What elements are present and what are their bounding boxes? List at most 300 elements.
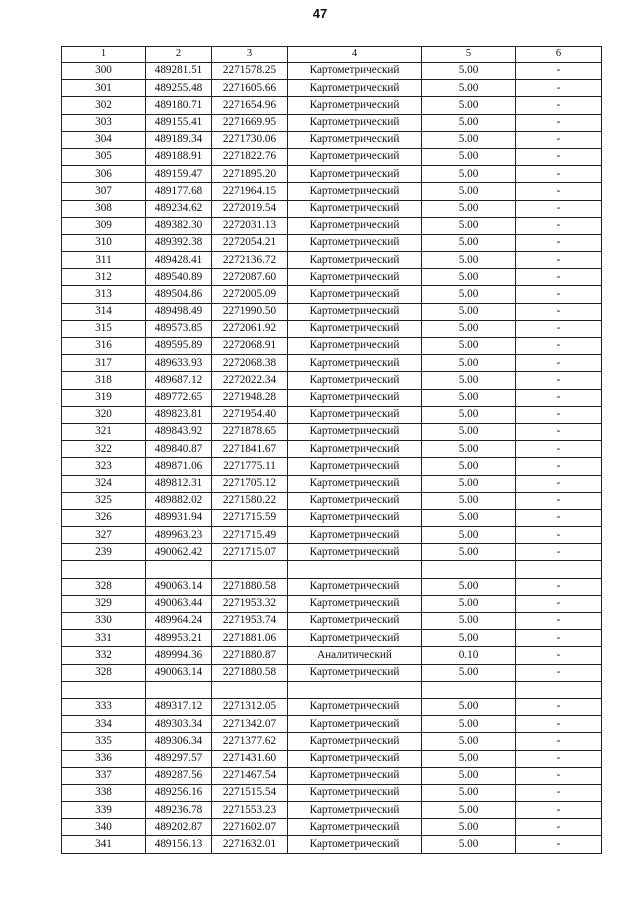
accuracy-cell: 5.00 [422,630,516,647]
y-coordinate-cell: 2271953.74 [212,613,288,630]
note-cell: - [516,423,602,440]
table-row [62,630,602,647]
accuracy-cell: 5.00 [422,183,516,200]
y-coordinate-cell: 2271880.58 [212,664,288,681]
table-row [62,819,602,836]
note-cell: - [516,269,602,286]
y-coordinate-cell: 2271948.28 [212,389,288,406]
point-number-cell: 336 [62,750,146,767]
point-number-cell: 303 [62,114,146,131]
method-cell [288,561,422,578]
method-cell: Картометрический [288,166,422,183]
y-coordinate-cell: 2272061.92 [212,320,288,337]
table-row [62,114,602,131]
point-number-cell: 304 [62,131,146,148]
note-cell: - [516,819,602,836]
method-cell: Картометрический [288,80,422,97]
y-coordinate-cell: 2271715.49 [212,527,288,544]
method-cell: Картометрический [288,286,422,303]
accuracy-cell: 5.00 [422,698,516,715]
method-cell: Картометрический [288,372,422,389]
method-cell: Картометрический [288,217,422,234]
y-coordinate-cell: 2272022.34 [212,372,288,389]
point-number-cell: 314 [62,303,146,320]
y-coordinate-cell: 2271841.67 [212,441,288,458]
y-coordinate-cell: 2271431.60 [212,750,288,767]
point-number-cell: 302 [62,97,146,114]
point-number-cell: 308 [62,200,146,217]
method-cell: Картометрический [288,200,422,217]
y-coordinate-cell: 2271964.15 [212,183,288,200]
table-row [62,148,602,165]
note-cell: - [516,630,602,647]
method-cell: Картометрический [288,320,422,337]
table-row [62,784,602,801]
table-row [62,475,602,492]
method-cell: Картометрический [288,819,422,836]
accuracy-cell: 5.00 [422,200,516,217]
method-cell: Картометрический [288,767,422,784]
point-number-cell: 315 [62,320,146,337]
y-coordinate-cell: 2271553.23 [212,802,288,819]
y-coordinate-cell: 2272031.13 [212,217,288,234]
accuracy-cell: 5.00 [422,492,516,509]
accuracy-cell: 5.00 [422,509,516,526]
accuracy-cell: 5.00 [422,819,516,836]
y-coordinate-cell: 2271715.07 [212,544,288,561]
point-number-cell: 331 [62,630,146,647]
table-row [62,802,602,819]
note-cell: - [516,286,602,303]
point-number-cell: 328 [62,664,146,681]
method-cell: Картометрический [288,131,422,148]
point-number-cell: 319 [62,389,146,406]
table-row [62,338,602,355]
note-cell: - [516,509,602,526]
accuracy-cell: 5.00 [422,63,516,80]
table-row [62,303,602,320]
x-coordinate-cell: 489303.34 [146,716,212,733]
method-cell: Картометрический [288,234,422,251]
x-coordinate-cell: 489931.94 [146,509,212,526]
accuracy-cell: 5.00 [422,836,516,853]
method-cell: Картометрический [288,114,422,131]
x-coordinate-cell: 489687.12 [146,372,212,389]
x-coordinate-cell: 489287.56 [146,767,212,784]
point-number-cell: 239 [62,544,146,561]
note-cell: - [516,320,602,337]
point-number-cell: 326 [62,509,146,526]
table-header [62,47,602,63]
note-cell: - [516,63,602,80]
accuracy-cell: 5.00 [422,767,516,784]
method-cell: Картометрический [288,492,422,509]
accuracy-cell: 5.00 [422,372,516,389]
y-coordinate-cell: 2271515.54 [212,784,288,801]
method-cell: Картометрический [288,595,422,612]
y-coordinate-cell: 2271578.25 [212,63,288,80]
accuracy-cell: 5.00 [422,355,516,372]
accuracy-cell: 5.00 [422,148,516,165]
table-row [62,97,602,114]
note-cell: - [516,836,602,853]
table-row [62,836,602,853]
table-row [62,131,602,148]
x-coordinate-cell: 489633.93 [146,355,212,372]
point-number-cell: 312 [62,269,146,286]
point-number-cell: 318 [62,372,146,389]
column-header: 5 [422,47,516,63]
point-number-cell: 341 [62,836,146,853]
y-coordinate-cell: 2271730.06 [212,131,288,148]
point-number-cell: 300 [62,63,146,80]
point-number-cell: 307 [62,183,146,200]
method-cell: Картометрический [288,148,422,165]
point-number-cell: 335 [62,733,146,750]
x-coordinate-cell: 489963.23 [146,527,212,544]
note-cell: - [516,716,602,733]
y-coordinate-cell: 2272005.09 [212,286,288,303]
method-cell: Картометрический [288,509,422,526]
x-coordinate-cell: 489428.41 [146,252,212,269]
point-number-cell: 309 [62,217,146,234]
x-coordinate-cell: 489159.47 [146,166,212,183]
point-number-cell: 313 [62,286,146,303]
x-coordinate-cell: 489964.24 [146,613,212,630]
y-coordinate-cell: 2271605.66 [212,80,288,97]
y-coordinate-cell: 2271880.87 [212,647,288,664]
note-cell: - [516,131,602,148]
table-row [62,544,602,561]
accuracy-cell: 5.00 [422,475,516,492]
accuracy-cell [422,561,516,578]
y-coordinate-cell: 2271602.07 [212,819,288,836]
table-row [62,372,602,389]
table-row [62,217,602,234]
point-number-cell: 339 [62,802,146,819]
table-row [62,647,602,664]
point-number-cell: 327 [62,527,146,544]
table-row [62,252,602,269]
note-cell: - [516,767,602,784]
accuracy-cell: 5.00 [422,613,516,630]
note-cell: - [516,492,602,509]
note-cell: - [516,217,602,234]
x-coordinate-cell: 489953.21 [146,630,212,647]
point-number-cell: 317 [62,355,146,372]
x-coordinate-cell: 489234.62 [146,200,212,217]
note-cell: - [516,114,602,131]
point-number-cell: 337 [62,767,146,784]
table-row [62,286,602,303]
y-coordinate-cell: 2271878.65 [212,423,288,440]
table-row [62,578,602,595]
y-coordinate-cell: 2271880.58 [212,578,288,595]
point-number-cell: 301 [62,80,146,97]
y-coordinate-cell: 2271580.22 [212,492,288,509]
table-row [62,613,602,630]
note-cell: - [516,406,602,423]
method-cell: Картометрический [288,63,422,80]
point-number-cell [62,561,146,578]
accuracy-cell: 5.00 [422,423,516,440]
table-row [62,183,602,200]
table-row [62,355,602,372]
table-row [62,389,602,406]
table-row [62,406,602,423]
note-cell [516,561,602,578]
method-cell: Картометрический [288,578,422,595]
x-coordinate-cell: 489236.78 [146,802,212,819]
point-number-cell: 320 [62,406,146,423]
x-coordinate-cell: 489382.30 [146,217,212,234]
note-cell: - [516,475,602,492]
x-coordinate-cell: 489177.68 [146,183,212,200]
x-coordinate-cell: 489840.87 [146,441,212,458]
accuracy-cell: 5.00 [422,320,516,337]
x-coordinate-cell: 489882.02 [146,492,212,509]
y-coordinate-cell: 2272068.38 [212,355,288,372]
accuracy-cell: 5.00 [422,286,516,303]
method-cell: Картометрический [288,97,422,114]
y-coordinate-cell: 2272087.60 [212,269,288,286]
point-number-cell: 321 [62,423,146,440]
note-cell: - [516,458,602,475]
method-cell: Картометрический [288,544,422,561]
x-coordinate-cell: 489155.41 [146,114,212,131]
x-coordinate-cell: 490063.14 [146,578,212,595]
table-row [62,716,602,733]
column-header: 1 [62,47,146,63]
y-coordinate-cell [212,561,288,578]
point-number-cell: 316 [62,338,146,355]
note-cell: - [516,698,602,715]
x-coordinate-cell: 489823.81 [146,406,212,423]
x-coordinate-cell: 489595.89 [146,338,212,355]
y-coordinate-cell: 2272019.54 [212,200,288,217]
table-row [62,698,602,715]
note-cell: - [516,80,602,97]
method-cell: Картометрический [288,406,422,423]
accuracy-cell: 5.00 [422,802,516,819]
x-coordinate-cell [146,681,212,698]
x-coordinate-cell: 489189.34 [146,131,212,148]
accuracy-cell: 5.00 [422,716,516,733]
y-coordinate-cell: 2272136.72 [212,252,288,269]
method-cell: Картометрический [288,664,422,681]
x-coordinate-cell: 490063.44 [146,595,212,612]
y-coordinate-cell: 2271312.05 [212,698,288,715]
table-row [62,527,602,544]
table-row [62,595,602,612]
y-coordinate-cell: 2271715.59 [212,509,288,526]
point-number-cell: 328 [62,578,146,595]
method-cell: Картометрический [288,750,422,767]
method-cell: Картометрический [288,716,422,733]
table-row [62,166,602,183]
table-row [62,509,602,526]
x-coordinate-cell: 489573.85 [146,320,212,337]
point-number-cell: 332 [62,647,146,664]
x-coordinate-cell: 489540.89 [146,269,212,286]
note-cell: - [516,148,602,165]
table-row [62,458,602,475]
method-cell: Картометрический [288,836,422,853]
method-cell: Картометрический [288,303,422,320]
y-coordinate-cell: 2271467.54 [212,767,288,784]
accuracy-cell: 5.00 [422,578,516,595]
note-cell: - [516,303,602,320]
accuracy-cell: 5.00 [422,252,516,269]
y-coordinate-cell: 2271342.07 [212,716,288,733]
method-cell [288,681,422,698]
accuracy-cell: 5.00 [422,338,516,355]
method-cell: Картометрический [288,527,422,544]
method-cell: Картометрический [288,423,422,440]
note-cell: - [516,802,602,819]
x-coordinate-cell: 489256.16 [146,784,212,801]
y-coordinate-cell: 2272054.21 [212,234,288,251]
x-coordinate-cell: 490062.42 [146,544,212,561]
y-coordinate-cell: 2271775.11 [212,458,288,475]
x-coordinate-cell: 489156.13 [146,836,212,853]
table-row [62,492,602,509]
x-coordinate-cell [146,561,212,578]
method-cell: Картометрический [288,475,422,492]
table-row [62,733,602,750]
method-cell: Картометрический [288,441,422,458]
point-number-cell: 338 [62,784,146,801]
y-coordinate-cell: 2271990.50 [212,303,288,320]
column-header: 6 [516,47,602,63]
accuracy-cell: 5.00 [422,114,516,131]
column-header: 2 [146,47,212,63]
method-cell: Картометрический [288,802,422,819]
note-cell: - [516,97,602,114]
accuracy-cell: 5.00 [422,131,516,148]
x-coordinate-cell: 489392.38 [146,234,212,251]
accuracy-cell: 5.00 [422,595,516,612]
point-number-cell: 305 [62,148,146,165]
note-cell [516,681,602,698]
table-row [62,767,602,784]
note-cell: - [516,372,602,389]
point-number-cell: 324 [62,475,146,492]
y-coordinate-cell: 2271954.40 [212,406,288,423]
y-coordinate-cell: 2271632.01 [212,836,288,853]
header-row [62,47,602,63]
method-cell: Аналитический [288,647,422,664]
point-number-cell: 311 [62,252,146,269]
note-cell: - [516,252,602,269]
accuracy-cell: 5.00 [422,166,516,183]
method-cell: Картометрический [288,733,422,750]
note-cell: - [516,750,602,767]
note-cell: - [516,733,602,750]
note-cell: - [516,613,602,630]
y-coordinate-cell: 2271822.76 [212,148,288,165]
x-coordinate-cell: 489498.49 [146,303,212,320]
x-coordinate-cell: 490063.14 [146,664,212,681]
point-number-cell: 323 [62,458,146,475]
page-number: 47 [312,6,328,21]
x-coordinate-cell: 489317.12 [146,698,212,715]
x-coordinate-cell: 489871.06 [146,458,212,475]
table-row-separator [62,561,602,578]
accuracy-cell: 5.00 [422,441,516,458]
table-row [62,750,602,767]
y-coordinate-cell: 2271953.32 [212,595,288,612]
method-cell: Картометрический [288,355,422,372]
method-cell: Картометрический [288,338,422,355]
method-cell: Картометрический [288,389,422,406]
point-number-cell: 306 [62,166,146,183]
table-row [62,80,602,97]
note-cell: - [516,183,602,200]
table-row [62,423,602,440]
x-coordinate-cell: 489297.57 [146,750,212,767]
note-cell: - [516,389,602,406]
accuracy-cell: 5.00 [422,784,516,801]
table-row [62,63,602,80]
point-number-cell: 330 [62,613,146,630]
method-cell: Картометрический [288,613,422,630]
method-cell: Картометрический [288,183,422,200]
note-cell: - [516,664,602,681]
method-cell: Картометрический [288,269,422,286]
y-coordinate-cell: 2271705.12 [212,475,288,492]
x-coordinate-cell: 489504.86 [146,286,212,303]
accuracy-cell: 5.00 [422,750,516,767]
note-cell: - [516,441,602,458]
x-coordinate-cell: 489255.48 [146,80,212,97]
x-coordinate-cell: 489772.65 [146,389,212,406]
accuracy-cell: 5.00 [422,97,516,114]
column-header: 3 [212,47,288,63]
point-number-cell: 333 [62,698,146,715]
x-coordinate-cell: 489994.36 [146,647,212,664]
point-number-cell: 322 [62,441,146,458]
note-cell: - [516,200,602,217]
y-coordinate-cell: 2271377.62 [212,733,288,750]
note-cell: - [516,338,602,355]
method-cell: Картометрический [288,784,422,801]
x-coordinate-cell: 489306.34 [146,733,212,750]
note-cell: - [516,166,602,183]
accuracy-cell: 5.00 [422,234,516,251]
table-row [62,269,602,286]
accuracy-cell [422,681,516,698]
method-cell: Картометрический [288,630,422,647]
table-row [62,200,602,217]
table-row [62,664,602,681]
x-coordinate-cell: 489202.87 [146,819,212,836]
note-cell: - [516,527,602,544]
column-header: 4 [288,47,422,63]
y-coordinate-cell: 2271881.06 [212,630,288,647]
x-coordinate-cell: 489180.71 [146,97,212,114]
accuracy-cell: 5.00 [422,733,516,750]
x-coordinate-cell: 489281.51 [146,63,212,80]
x-coordinate-cell: 489188.91 [146,148,212,165]
x-coordinate-cell: 489843.92 [146,423,212,440]
point-number-cell: 310 [62,234,146,251]
accuracy-cell: 5.00 [422,217,516,234]
accuracy-cell: 5.00 [422,80,516,97]
accuracy-cell: 5.00 [422,406,516,423]
accuracy-cell: 5.00 [422,664,516,681]
coordinates-table [61,46,602,854]
